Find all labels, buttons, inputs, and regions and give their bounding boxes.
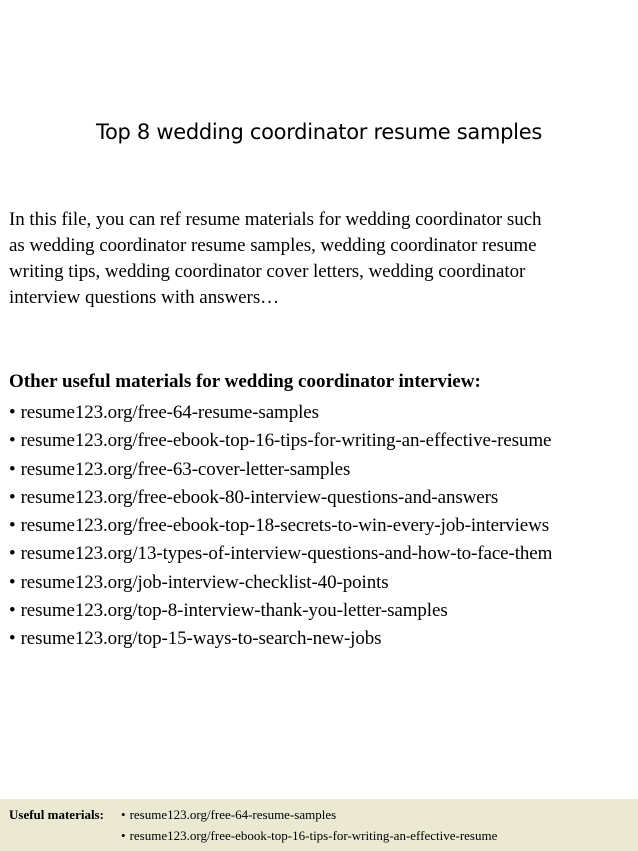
- materials-link[interactable]: [9, 484, 552, 512]
- materials-link[interactable]: [9, 569, 552, 597]
- footer-link[interactable]: [121, 804, 497, 825]
- materials-link-text: resume123.org/free-ebook-top-18-secrets-to-win-every-job-interviews: [20, 515, 550, 537]
- materials-link[interactable]: [9, 540, 552, 568]
- materials-link[interactable]: [9, 625, 552, 653]
- materials-link-text: resume123.org/top-8-interview-thank-you-letter-samples: [20, 600, 448, 622]
- materials-link[interactable]: [9, 427, 552, 455]
- materials-list: [9, 399, 552, 654]
- footer-label-text: Useful materials: [9, 807, 100, 822]
- bullet-icon: •: [121, 807, 126, 822]
- intro-line: In this file, you can ref resume materials for wedding coordinator such: [9, 209, 542, 230]
- materials-link[interactable]: [9, 456, 552, 484]
- footer-bar: [0, 799, 638, 851]
- materials-heading: Other useful materials for wedding coordinator interview:: [9, 371, 481, 392]
- materials-link[interactable]: [9, 597, 552, 625]
- materials-link-text: resume123.org/top-15-ways-to-search-new-jobs: [20, 628, 382, 650]
- footer-link-text: resume123.org/free-64-resume-samples: [129, 807, 337, 822]
- bullet-icon: •: [9, 486, 16, 508]
- materials-link[interactable]: [9, 512, 552, 540]
- intro-paragraph: [9, 207, 629, 311]
- footer-list: [121, 804, 497, 846]
- materials-link[interactable]: [9, 399, 552, 427]
- bullet-icon: •: [121, 828, 126, 843]
- footer-link-text: resume123.org/free-ebook-top-16-tips-for-writing-an-effective-resume: [129, 828, 498, 843]
- materials-link-text: resume123.org/free-ebook-80-interview-questions-and-answers: [20, 486, 499, 508]
- materials-link-text: resume123.org/free-ebook-top-16-tips-for-writing-an-effective-resume: [20, 430, 552, 452]
- bullet-icon: •: [9, 600, 16, 622]
- bullet-icon: •: [9, 515, 16, 537]
- footer-label-separator: :: [99, 807, 104, 822]
- page-title: Top 8 wedding coordinator resume samples: [96, 120, 542, 144]
- bullet-icon: •: [9, 543, 16, 565]
- materials-link-text: resume123.org/job-interview-checklist-40-points: [20, 571, 389, 593]
- bullet-icon: •: [9, 628, 16, 650]
- footer-link[interactable]: [121, 825, 497, 846]
- intro-line: as wedding coordinator resume samples, wedding coordinator resume: [9, 235, 537, 256]
- bullet-icon: •: [9, 430, 16, 452]
- footer-label: [9, 804, 104, 825]
- materials-link-text: resume123.org/free-63-cover-letter-samples: [20, 458, 351, 480]
- bullet-icon: •: [9, 458, 16, 480]
- intro-line: interview questions with answers…: [9, 287, 280, 308]
- materials-link-text: resume123.org/13-types-of-interview-questions-and-how-to-face-them: [20, 543, 553, 565]
- bullet-icon: •: [9, 571, 16, 593]
- materials-link-text: resume123.org/free-64-resume-samples: [20, 402, 319, 423]
- bullet-icon: •: [9, 402, 16, 423]
- intro-line: writing tips, wedding coordinator cover letters, wedding coordinator: [9, 261, 526, 282]
